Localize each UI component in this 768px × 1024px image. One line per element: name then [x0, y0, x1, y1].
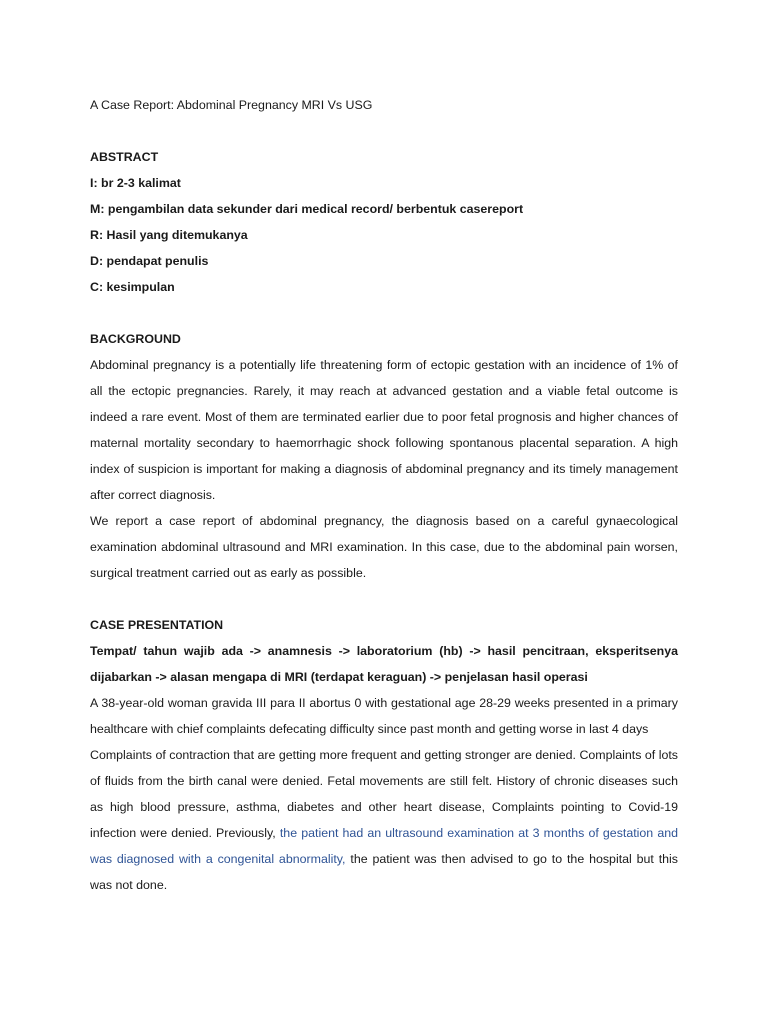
case-presentation-note: Tempat/ tahun wajib ada -> anamnesis -> laboratorium (hb) -> hasil pencitraan, eksperitsenya dijabarkan -> alasan mengapa di MRI (terdapat keraguan) -> penjelasan hasil operasi [90, 644, 678, 684]
abstract-item-i: I: br 2-3 kalimat [90, 176, 181, 190]
case-paragraph-1: A 38-year-old woman gravida III para II abortus 0 with gestational age 28-29 weeks presented in a primary healthcare with chief complaints defecating difficulty since past month and getting worse in last 4 days [90, 696, 678, 736]
case-presentation-heading: CASE PRESENTATION [90, 618, 224, 632]
case-paragraph-2-highlight: the patient had an ultrasound examination at 3 months of gestation and was diagnosed with a congenital abnormality, [90, 826, 678, 866]
abstract-item-d: D: pendapat penulis [90, 254, 209, 268]
abstract-item-m: M: pengambilan data sekunder dari medical record/ berbentuk casereport [90, 202, 524, 216]
abstract-item-c: C: kesimpulan [90, 280, 175, 294]
spacer [90, 586, 678, 612]
case-paragraph-2 [90, 742, 678, 898]
document-title: A Case Report: Abdominal Pregnancy MRI Vs USG [90, 98, 373, 112]
background-heading: BACKGROUND [90, 332, 181, 346]
background-paragraph-2: We report a case report of abdominal pregnancy, the diagnosis based on a careful gynaecological examination abdominal ultrasound and MRI examination. In this case, due to the abdominal pain worsen, surgical treatment carried out as early as possible. [90, 514, 678, 580]
abstract-item-r: R: Hasil yang ditemukanya [90, 228, 248, 242]
spacer [90, 300, 678, 326]
case-paragraph-2-start: Complaints of contraction that are getting more frequent and getting stronger are denied. Complaints of lots of fluids from the birth canal were denied. Fetal movements are still felt. History of chronic diseases such as high blood pressure, asthma, diabetes and other heart disease, Complaints pointing to Covid-19 infection were denied. Previously, [90, 748, 678, 840]
spacer [90, 118, 678, 144]
abstract-heading: ABSTRACT [90, 150, 159, 164]
background-paragraph-1: Abdominal pregnancy is a potentially life threatening form of ectopic gestation with an incidence of 1% of all the ectopic pregnancies. Rarely, it may reach at advanced gestation and a viable fetal outcome is indeed a rare event. Most of them are terminated earlier due to poor fetal prognosis and higher chances of maternal mortality secondary to haemorrhagic shock following spontanous placental separation. A high index of suspicion is important for making a diagnosis of abdominal pregnancy and its timely management after correct diagnosis. [90, 358, 678, 502]
document-page [90, 92, 678, 898]
case-paragraph-2-end: the patient was then advised to go to the hospital but this was not done. [90, 852, 679, 892]
